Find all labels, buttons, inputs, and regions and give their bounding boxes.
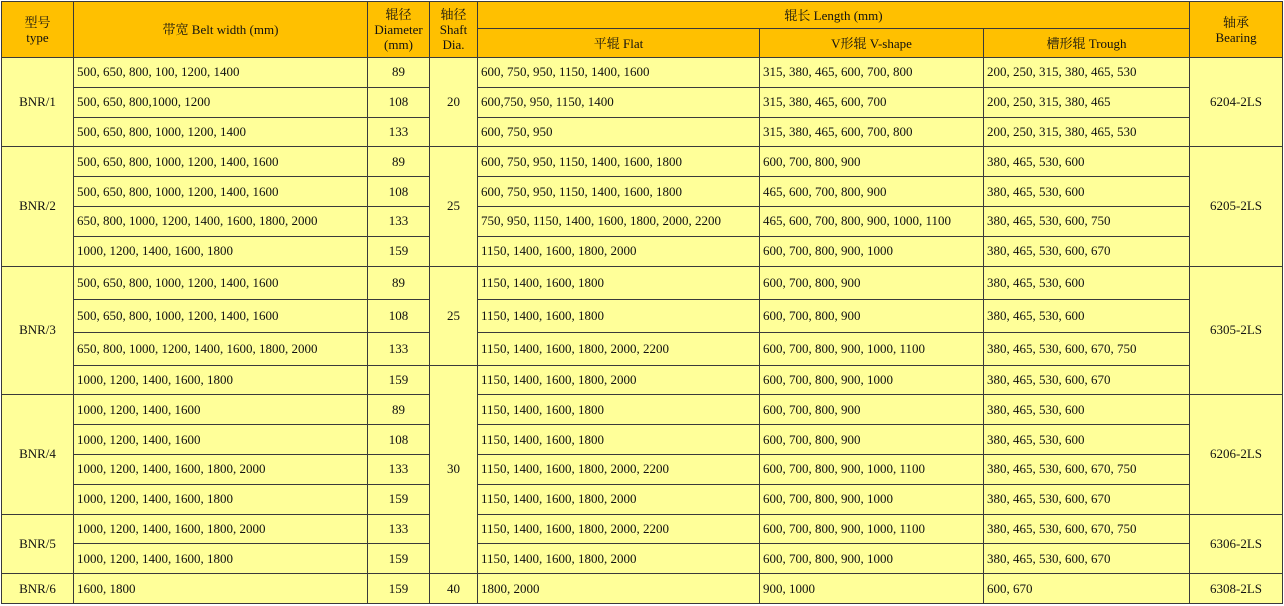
trough-length-cell: 380, 465, 530, 600, 670 — [984, 365, 1190, 395]
vshape-length-cell: 465, 600, 700, 800, 900, 1000, 1100 — [760, 206, 984, 236]
table-row — [2, 266, 1283, 299]
flat-length-cell: 600, 750, 950, 1150, 1400, 1600, 1800 — [478, 177, 760, 207]
trough-length-cell: 380, 465, 530, 600, 670, 750 — [984, 332, 1190, 365]
table-body — [2, 58, 1283, 604]
diameter-cell: 159 — [368, 574, 430, 604]
flat-length-cell: 1150, 1400, 1600, 1800, 2000 — [478, 236, 760, 266]
table-row — [2, 206, 1283, 236]
diameter-cell: 108 — [368, 299, 430, 332]
flat-length-cell: 600, 750, 950, 1150, 1400, 1600 — [478, 58, 760, 88]
trough-length-cell: 380, 465, 530, 600 — [984, 299, 1190, 332]
vshape-length-cell: 600, 700, 800, 900 — [760, 299, 984, 332]
bearing-cell: 6206-2LS — [1190, 395, 1283, 514]
shaft-cell: 25 — [430, 147, 478, 266]
belt-width-cell: 1000, 1200, 1400, 1600 — [74, 425, 368, 455]
belt-width-cell: 1000, 1200, 1400, 1600, 1800 — [74, 365, 368, 395]
trough-length-cell: 380, 465, 530, 600, 670, 750 — [984, 454, 1190, 484]
diameter-cell: 108 — [368, 87, 430, 117]
table-row — [2, 514, 1283, 544]
belt-width-cell: 500, 650, 800, 1000, 1200, 1400, 1600 — [74, 266, 368, 299]
flat-length-cell: 1150, 1400, 1600, 1800, 2000 — [478, 365, 760, 395]
belt-width-cell: 1000, 1200, 1400, 1600, 1800 — [74, 544, 368, 574]
belt-width-cell: 500, 650, 800, 1000, 1200, 1400, 1600 — [74, 177, 368, 207]
type-cell: BNR/5 — [2, 514, 74, 574]
trough-length-cell: 380, 465, 530, 600, 670 — [984, 484, 1190, 514]
header-length: 辊长 Length (mm) — [478, 2, 1190, 29]
diameter-cell: 108 — [368, 177, 430, 207]
trough-length-cell: 380, 465, 530, 600, 750 — [984, 206, 1190, 236]
flat-length-cell: 750, 950, 1150, 1400, 1600, 1800, 2000, 2200 — [478, 206, 760, 236]
type-cell: BNR/2 — [2, 147, 74, 266]
header-vshape: V形辊 V-shape — [760, 29, 984, 58]
trough-length-cell: 200, 250, 315, 380, 465 — [984, 87, 1190, 117]
table-row — [2, 365, 1283, 395]
shaft-cell: 25 — [430, 266, 478, 365]
header-type-cn: 型号 — [24, 14, 51, 30]
table-row — [2, 87, 1283, 117]
diameter-cell: 89 — [368, 147, 430, 177]
belt-width-cell: 500, 650, 800, 1000, 1200, 1400, 1600 — [74, 299, 368, 332]
diameter-cell: 159 — [368, 365, 430, 395]
table-row — [2, 484, 1283, 514]
header-diameter — [368, 2, 430, 58]
diameter-cell: 133 — [368, 206, 430, 236]
vshape-length-cell: 600, 700, 800, 900, 1000, 1100 — [760, 332, 984, 365]
belt-width-cell: 1600, 1800 — [74, 574, 368, 604]
vshape-length-cell: 315, 380, 465, 600, 700 — [760, 87, 984, 117]
bearing-cell: 6306-2LS — [1190, 514, 1283, 574]
shaft-cell: 20 — [430, 58, 478, 147]
flat-length-cell: 1800, 2000 — [478, 574, 760, 604]
belt-width-cell: 500, 650, 800, 1000, 1200, 1400 — [74, 117, 368, 147]
vshape-length-cell: 600, 700, 800, 900, 1000, 1100 — [760, 514, 984, 544]
belt-width-cell: 1000, 1200, 1400, 1600, 1800 — [74, 236, 368, 266]
type-cell: BNR/4 — [2, 395, 74, 514]
header-row-1 — [2, 2, 1283, 29]
roller-spec-table — [1, 1, 1283, 604]
table-row — [2, 58, 1283, 88]
belt-width-cell: 1000, 1200, 1400, 1600 — [74, 395, 368, 425]
belt-width-cell: 500, 650, 800,1000, 1200 — [74, 87, 368, 117]
table-row — [2, 332, 1283, 365]
trough-length-cell: 380, 465, 530, 600 — [984, 147, 1190, 177]
diameter-cell: 133 — [368, 514, 430, 544]
diameter-cell: 133 — [368, 332, 430, 365]
diameter-cell: 159 — [368, 484, 430, 514]
bearing-cell: 6204-2LS — [1190, 58, 1283, 147]
header-shaft-cn: 轴径 — [440, 7, 467, 22]
table-row — [2, 117, 1283, 147]
trough-length-cell: 380, 465, 530, 600 — [984, 395, 1190, 425]
flat-length-cell: 1150, 1400, 1600, 1800 — [478, 299, 760, 332]
flat-length-cell: 1150, 1400, 1600, 1800, 2000, 2200 — [478, 454, 760, 484]
belt-width-cell: 500, 650, 800, 100, 1200, 1400 — [74, 58, 368, 88]
diameter-cell: 89 — [368, 395, 430, 425]
bearing-cell: 6305-2LS — [1190, 266, 1283, 395]
header-type — [2, 2, 74, 58]
header-flat: 平辊 Flat — [478, 29, 760, 58]
flat-length-cell: 1150, 1400, 1600, 1800, 2000, 2200 — [478, 514, 760, 544]
header-belt-width: 带宽 Belt width (mm) — [74, 2, 368, 58]
flat-length-cell: 600,750, 950, 1150, 1400 — [478, 87, 760, 117]
table-row — [2, 236, 1283, 266]
diameter-cell: 89 — [368, 58, 430, 88]
diameter-cell: 133 — [368, 117, 430, 147]
table-row — [2, 574, 1283, 604]
trough-length-cell: 200, 250, 315, 380, 465, 530 — [984, 58, 1190, 88]
vshape-length-cell: 465, 600, 700, 800, 900 — [760, 177, 984, 207]
header-diameter-en: Diameter — [374, 22, 423, 37]
trough-length-cell: 380, 465, 530, 600 — [984, 177, 1190, 207]
type-cell: BNR/6 — [2, 574, 74, 604]
table-row — [2, 299, 1283, 332]
header-diameter-cn: 辊径 — [385, 7, 412, 22]
header-shaft-en: Shaft — [439, 22, 468, 37]
trough-length-cell: 380, 465, 530, 600 — [984, 425, 1190, 455]
diameter-cell: 159 — [368, 236, 430, 266]
belt-width-cell: 1000, 1200, 1400, 1600, 1800 — [74, 484, 368, 514]
table-row — [2, 147, 1283, 177]
flat-length-cell: 1150, 1400, 1600, 1800, 2000, 2200 — [478, 332, 760, 365]
vshape-length-cell: 900, 1000 — [760, 574, 984, 604]
vshape-length-cell: 600, 700, 800, 900, 1000 — [760, 544, 984, 574]
diameter-cell: 89 — [368, 266, 430, 299]
header-bearing-en: Bearing — [1215, 29, 1257, 45]
flat-length-cell: 1150, 1400, 1600, 1800 — [478, 425, 760, 455]
vshape-length-cell: 600, 700, 800, 900 — [760, 425, 984, 455]
flat-length-cell: 1150, 1400, 1600, 1800, 2000 — [478, 484, 760, 514]
bearing-cell: 6308-2LS — [1190, 574, 1283, 604]
belt-width-cell: 500, 650, 800, 1000, 1200, 1400, 1600 — [74, 147, 368, 177]
table-row — [2, 395, 1283, 425]
table-row — [2, 425, 1283, 455]
vshape-length-cell: 315, 380, 465, 600, 700, 800 — [760, 117, 984, 147]
vshape-length-cell: 600, 700, 800, 900, 1000 — [760, 484, 984, 514]
flat-length-cell: 600, 750, 950, 1150, 1400, 1600, 1800 — [478, 147, 760, 177]
header-shaft — [430, 2, 478, 58]
header-bearing — [1190, 2, 1283, 58]
vshape-length-cell: 600, 700, 800, 900 — [760, 147, 984, 177]
vshape-length-cell: 600, 700, 800, 900, 1000, 1100 — [760, 454, 984, 484]
vshape-length-cell: 600, 700, 800, 900 — [760, 395, 984, 425]
flat-length-cell: 1150, 1400, 1600, 1800 — [478, 266, 760, 299]
belt-width-cell: 650, 800, 1000, 1200, 1400, 1600, 1800, 2000 — [74, 206, 368, 236]
vshape-length-cell: 600, 700, 800, 900, 1000 — [760, 365, 984, 395]
vshape-length-cell: 600, 700, 800, 900 — [760, 266, 984, 299]
diameter-cell: 133 — [368, 454, 430, 484]
table-row — [2, 454, 1283, 484]
trough-length-cell: 380, 465, 530, 600 — [984, 266, 1190, 299]
diameter-cell: 159 — [368, 544, 430, 574]
vshape-length-cell: 315, 380, 465, 600, 700, 800 — [760, 58, 984, 88]
header-trough: 槽形辊 Trough — [984, 29, 1190, 58]
shaft-cell: 40 — [430, 574, 478, 604]
belt-width-cell: 650, 800, 1000, 1200, 1400, 1600, 1800, 2000 — [74, 332, 368, 365]
table-header — [2, 2, 1283, 58]
vshape-length-cell: 600, 700, 800, 900, 1000 — [760, 236, 984, 266]
bearing-cell: 6205-2LS — [1190, 147, 1283, 266]
trough-length-cell: 600, 670 — [984, 574, 1190, 604]
type-cell: BNR/3 — [2, 266, 74, 395]
table-row — [2, 177, 1283, 207]
diameter-cell: 108 — [368, 425, 430, 455]
trough-length-cell: 380, 465, 530, 600, 670 — [984, 544, 1190, 574]
flat-length-cell: 1150, 1400, 1600, 1800, 2000 — [478, 544, 760, 574]
belt-width-cell: 1000, 1200, 1400, 1600, 1800, 2000 — [74, 514, 368, 544]
table-row — [2, 544, 1283, 574]
trough-length-cell: 380, 465, 530, 600, 670 — [984, 236, 1190, 266]
shaft-cell: 30 — [430, 365, 478, 574]
trough-length-cell: 380, 465, 530, 600, 670, 750 — [984, 514, 1190, 544]
trough-length-cell: 200, 250, 315, 380, 465, 530 — [984, 117, 1190, 147]
header-bearing-cn: 轴承 — [1223, 14, 1250, 30]
flat-length-cell: 1150, 1400, 1600, 1800 — [478, 395, 760, 425]
flat-length-cell: 600, 750, 950 — [478, 117, 760, 147]
header-diameter-unit: (mm) — [384, 37, 413, 52]
header-shaft-unit: Dia. — [442, 37, 465, 52]
header-type-en: type — [26, 29, 49, 45]
belt-width-cell: 1000, 1200, 1400, 1600, 1800, 2000 — [74, 454, 368, 484]
type-cell: BNR/1 — [2, 58, 74, 147]
